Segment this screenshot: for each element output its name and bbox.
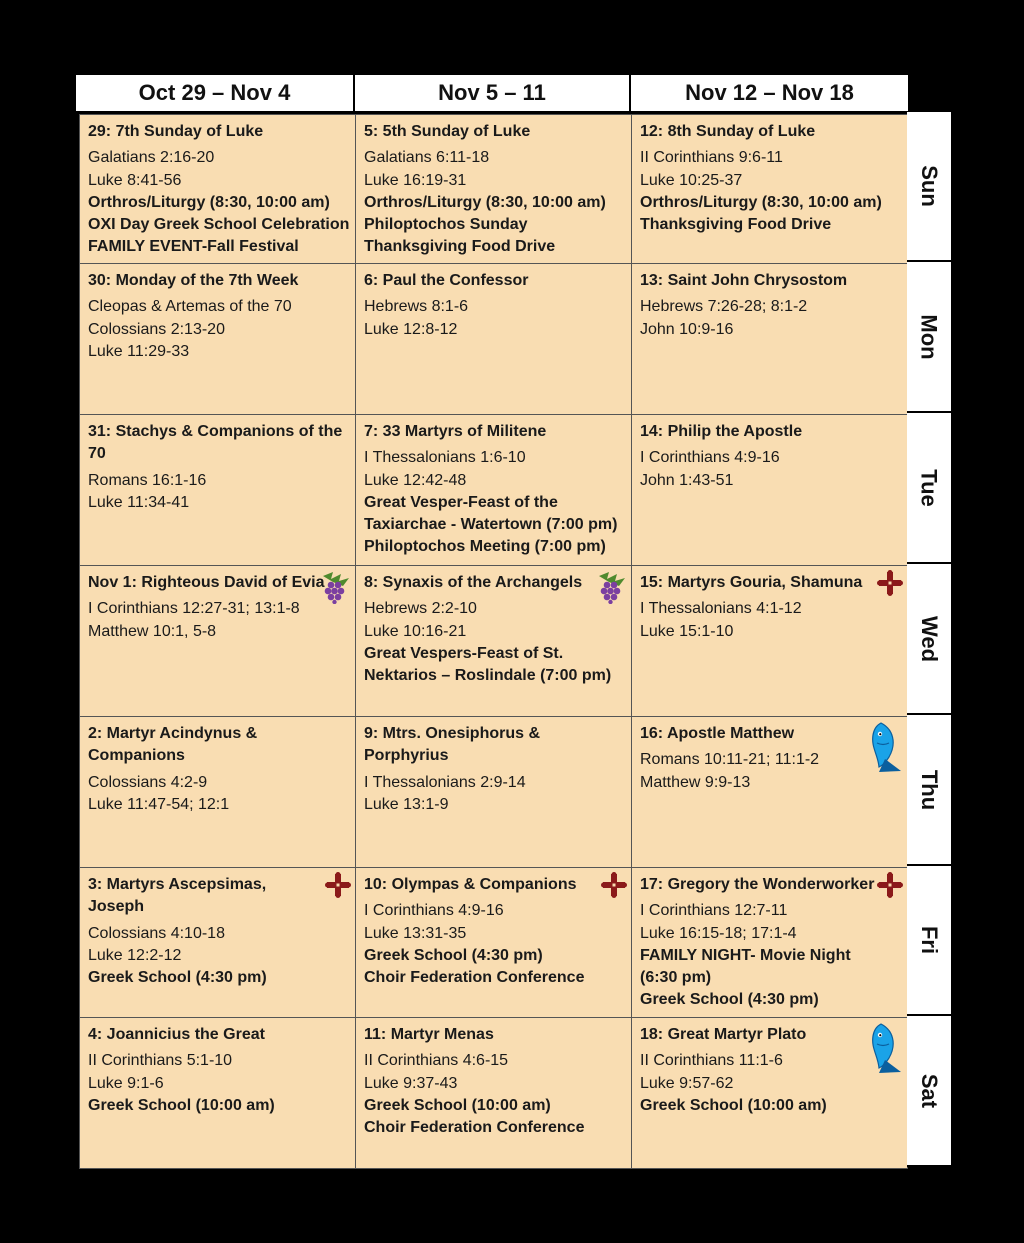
saint-title: 14: Philip the Apostle [640,423,803,440]
scripture-reading: Hebrews 7:26-28; 8:1-2 [640,298,808,316]
event-item: OXI Day Greek School Celebration [88,216,350,234]
scripture-reading: Colossians 2:13-20 [88,320,225,338]
calendar-cell [356,264,632,415]
scripture-reading: Luke 15:1-10 [640,622,734,640]
scripture-reading: Luke 12:2-12 [88,946,182,964]
event-item: Nektarios – Roslindale (7:00 pm) [364,667,612,685]
calendar-cell [632,868,908,1018]
day-label-cell [907,866,951,1016]
event-item: Greek School (4:30 pm) [640,991,819,1009]
scripture-reading: Luke 16:15-18; 17:1-4 [640,924,797,942]
scripture-reading: I Corinthians 4:9-16 [364,902,504,920]
scripture-reading: II Corinthians 4:6-15 [364,1052,509,1070]
day-label: Wed [917,615,943,662]
scripture-reading: Cleopas & Artemas of the 70 [88,298,292,316]
scripture-reading: Romans 10:11-21; 11:1-2 [640,751,820,769]
week-header-2: Nov 5 – 11 [355,75,631,111]
scripture-reading: Luke 10:16-21 [364,622,467,640]
day-row-tue [79,415,908,566]
event-item: Greek School (10:00 am) [364,1096,551,1114]
saint-title: 15: Martyrs Gouria, Shamuna [640,574,863,591]
day-label-cell [907,564,951,715]
saint-title: 13: Saint John Chrysostom [640,272,848,289]
fish-icon [865,721,903,780]
event-item: Great Vespers-Feast of St. [364,644,564,662]
event-item: Thanksgiving Food Drive [364,238,556,256]
cross-icon [601,872,627,905]
saint-title: 3: Martyrs Ascepsimas, Joseph [88,876,267,916]
scripture-reading: Luke 13:31-35 [364,924,467,942]
scripture-reading: Matthew 10:1, 5-8 [88,622,217,640]
scripture-reading: I Corinthians 12:7-11 [640,902,788,920]
scripture-reading: Hebrews 2:2-10 [364,600,477,618]
saint-title: 9: Mtrs. Onesiphorus & Porphyrius [364,725,541,765]
saint-title: 8: Synaxis of the Archangels [364,574,583,591]
saint-title: 12: 8th Sunday of Luke [640,123,816,140]
event-item: FAMILY EVENT-Fall Festival [88,238,299,256]
scripture-reading: Luke 11:47-54; 12:1 [88,795,230,813]
scripture-reading: II Corinthians 5:1-10 [88,1052,233,1070]
event-item: Greek School (4:30 pm) [364,946,543,964]
scripture-reading: Galatians 2:16-20 [88,149,215,167]
scripture-reading: Luke 9:1-6 [88,1074,164,1092]
day-label: Mon [917,313,943,360]
scripture-reading: Colossians 4:10-18 [88,924,225,942]
scripture-reading: Luke 10:25-37 [640,171,743,189]
calendar-cell [79,717,356,868]
event-item: Choir Federation Conference [364,1119,585,1137]
scripture-reading: II Corinthians 11:1-6 [640,1052,783,1070]
scripture-reading: John 10:9-16 [640,320,734,338]
calendar-cell [632,566,908,717]
day-label-cell [907,262,951,413]
event-item: FAMILY NIGHT- Movie Night [640,946,851,964]
event-item: Great Vesper-Feast of the [364,493,558,511]
scripture-reading: Luke 12:8-12 [364,320,458,338]
scripture-reading: Luke 16:19-31 [364,171,467,189]
saint-title: 6: Paul the Confessor [364,272,529,289]
cross-icon [325,872,351,905]
calendar-cell [632,114,908,264]
day-label: Sat [917,1073,942,1108]
scripture-reading: Luke 13:1-9 [364,795,449,813]
calendar-cell [632,717,908,868]
scripture-reading: Romans 16:1-16 [88,471,207,489]
saint-title: 17: Gregory the Wonderworker [640,876,875,893]
calendar-cell [79,264,356,415]
scripture-reading: Galatians 6:11-18 [364,149,490,167]
day-label-cell [907,715,951,866]
scripture-reading: Luke 9:37-43 [364,1074,458,1092]
scripture-reading: I Thessalonians 2:9-14 [364,773,526,791]
week-header-1: Oct 29 – Nov 4 [76,75,355,111]
saint-title: 29: 7th Sunday of Luke [88,123,264,140]
day-label-cell [907,1016,951,1167]
day-row-wed [79,566,908,717]
calendar-cell [632,415,908,566]
saint-title: 7: 33 Martyrs of Militene [364,423,547,440]
scripture-reading: Luke 11:29-33 [88,342,190,360]
scripture-reading: John 1:43-51 [640,471,734,489]
day-row-fri [79,868,908,1018]
event-item: Greek School (4:30 pm) [88,969,267,987]
event-item: Taxiarchae - Watertown (7:00 pm) [364,516,618,534]
day-label: Fri [917,925,942,955]
day-label: Thu [916,769,942,810]
calendar-cell [356,114,632,264]
day-label-cell [907,112,951,262]
scripture-reading: I Corinthians 12:27-31; 13:1-8 [88,600,300,618]
day-row-sun [79,114,908,264]
scripture-reading: Luke 12:42-48 [364,471,467,489]
saint-title: 16: Apostle Matthew [640,725,795,742]
scripture-reading: Matthew 9:9-13 [640,773,751,791]
scripture-reading: II Corinthians 9:6-11 [640,149,783,167]
event-item: Greek School (10:00 am) [640,1096,827,1114]
grapes-icon [317,570,351,611]
day-row-mon [79,264,908,415]
saint-title: 5: 5th Sunday of Luke [364,123,531,140]
calendar-cell [356,868,632,1018]
event-item: Thanksgiving Food Drive [640,216,832,234]
calendar-cell [356,415,632,566]
scripture-reading: I Corinthians 4:9-16 [640,449,780,467]
event-item: Orthros/Liturgy (8:30, 10:00 am) [640,193,882,211]
scripture-reading: Luke 8:41-56 [88,171,182,189]
cross-icon [877,872,903,905]
saint-title: 30: Monday of the 7th Week [88,272,299,289]
saint-title: 2: Martyr Acindynus & Companions [88,725,258,765]
calendar-cell [79,1018,356,1169]
event-item: (6:30 pm) [640,969,712,987]
event-item: Choir Federation Conference [364,969,585,987]
saint-title: 18: Great Martyr Plato [640,1026,807,1043]
calendar-cell [356,1018,632,1169]
event-item: Greek School (10:00 am) [88,1096,275,1114]
day-label: Tue [916,468,942,507]
week-header-3: Nov 12 – Nov 18 [631,75,908,111]
day-row-thu [79,717,908,868]
calendar-cell [632,264,908,415]
calendar-cell [79,415,356,566]
saint-title: 10: Olympas & Companions [364,876,577,893]
event-item: Philoptochos Meeting (7:00 pm) [364,538,606,556]
day-label-column [907,112,951,1167]
scripture-reading: Colossians 4:2-9 [88,773,208,791]
calendar-grid [79,114,908,1169]
cross-icon [877,570,903,603]
week-header-row [76,75,908,111]
day-label: Sun [917,165,942,207]
saint-title: 31: Stachys & Companions of the 70 [88,423,343,463]
day-row-sat [79,1018,908,1169]
event-item: Philoptochos Sunday [364,216,528,234]
grapes-icon [593,570,627,611]
saint-title: 4: Joannicius the Great [88,1026,265,1043]
day-label-cell [907,413,951,564]
calendar-cell [632,1018,908,1169]
saint-title: 11: Martyr Menas [364,1026,494,1043]
event-item: Orthros/Liturgy (8:30, 10:00 am) [364,193,606,211]
calendar-cell [356,717,632,868]
fish-icon [865,1022,903,1081]
scripture-reading: Luke 9:57-62 [640,1074,734,1092]
scripture-reading: Hebrews 8:1-6 [364,298,469,316]
calendar-cell [79,868,356,1018]
scripture-reading: Luke 11:34-41 [88,493,190,511]
calendar-cell [356,566,632,717]
event-item: Orthros/Liturgy (8:30, 10:00 am) [88,193,330,211]
scripture-reading: I Thessalonians 4:1-12 [640,600,802,618]
saint-title: Nov 1: Righteous David of Evia [88,574,325,591]
calendar-cell [79,114,356,264]
calendar-cell [79,566,356,717]
scripture-reading: I Thessalonians 1:6-10 [364,449,526,467]
